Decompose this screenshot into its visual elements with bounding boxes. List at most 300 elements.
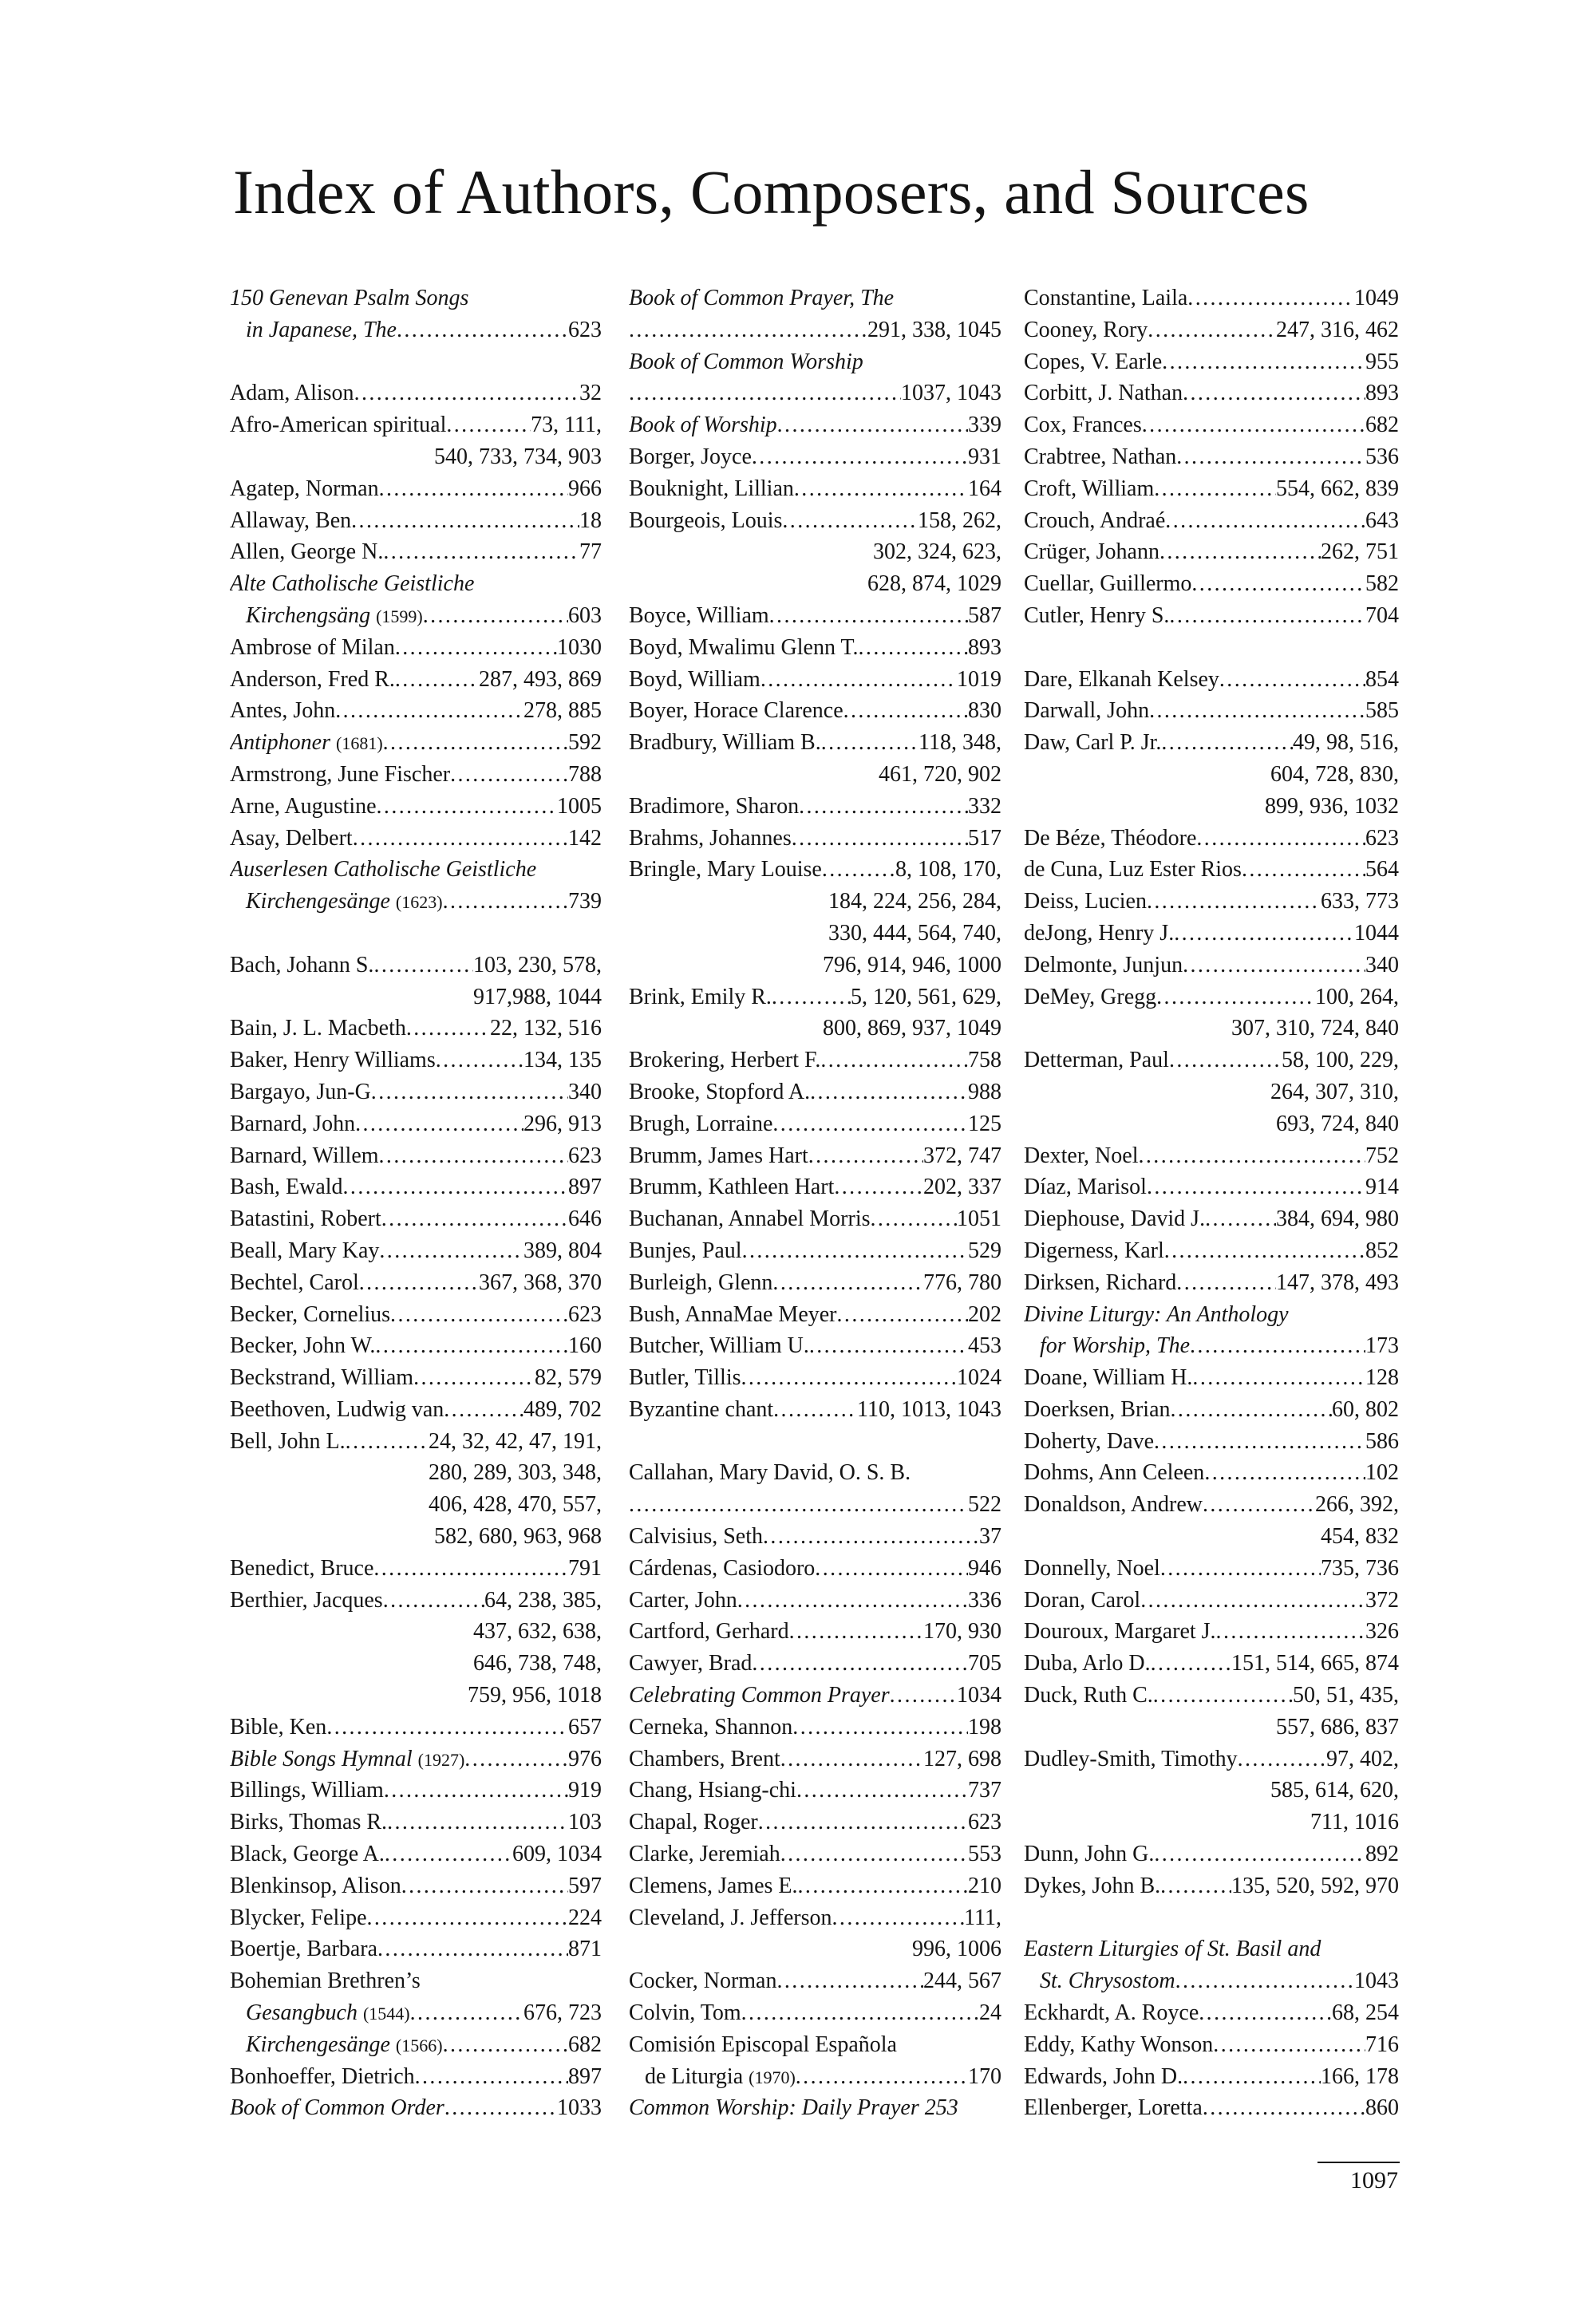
entry-name-text: Bradbury, William B. — [629, 730, 821, 756]
index-entry — [1024, 568, 1399, 600]
entry-name-text: Byzantine chant — [629, 1396, 774, 1422]
index-entry-heading: Bohemian Brethren’s — [230, 1968, 421, 1994]
entry-name-text: Dudley-Smith, Timothy — [1024, 1746, 1238, 1771]
index-entry-heading: Divine Liturgy: An Anthology — [1024, 1301, 1289, 1327]
leader-dots — [446, 409, 531, 441]
leader-dots — [373, 1553, 568, 1585]
entry-name-text: Calvisius, Seth — [629, 1524, 764, 1550]
index-entry — [629, 664, 1001, 696]
entry-name — [1024, 1616, 1216, 1648]
entry-year: (1970) — [749, 2067, 796, 2087]
entry-pages: 931 — [968, 444, 1001, 469]
entry-name — [1024, 1171, 1147, 1203]
index-entry — [1024, 854, 1399, 886]
leader-dots — [351, 505, 579, 537]
leader-dots — [1164, 1235, 1365, 1267]
entry-name — [1024, 664, 1219, 696]
entry-pages: 676, 723 — [523, 2000, 602, 2026]
entry-name-text: Batastini, Robert — [230, 1206, 381, 1232]
entry-pages: 22, 132, 516 — [490, 1016, 602, 1041]
entry-name — [230, 1330, 375, 1362]
entry-pages: 739 — [568, 889, 602, 914]
entry-pages: 82, 579 — [535, 1365, 602, 1391]
index-entry — [230, 1171, 602, 1203]
index-entry-heading: Book of Common Prayer, The — [629, 286, 895, 310]
entry-name — [1024, 2061, 1183, 2093]
index-entry — [629, 1044, 1001, 1076]
index-entry-pages-continued: 585, 614, 620, — [1270, 1778, 1399, 1803]
leader-dots — [1162, 346, 1365, 378]
leader-dots — [737, 1585, 968, 1617]
index-entry — [629, 1108, 1001, 1140]
leader-dots — [444, 1394, 523, 1426]
entry-name — [1024, 1489, 1203, 1521]
leader-dots — [772, 1267, 923, 1299]
leader-dots — [1176, 441, 1365, 473]
entry-year: (1681) — [336, 733, 383, 754]
entry-name-text: Boyd, Mwalimu Glenn T. — [629, 634, 859, 660]
entry-pages: 1024 — [957, 1365, 1001, 1391]
entry-name — [230, 1044, 436, 1076]
leader-dots — [335, 695, 523, 727]
entry-name — [230, 1870, 401, 1902]
entry-pages: 1034 — [957, 1683, 1001, 1708]
entry-pages: 103, 230, 578, — [473, 952, 602, 977]
entry-pages: 372 — [1365, 1587, 1399, 1613]
entry-pages: 173 — [1365, 1333, 1399, 1359]
entry-name — [1024, 314, 1148, 346]
leader-dots — [1171, 1394, 1332, 1426]
entry-year: (1599) — [376, 606, 423, 626]
entry-name — [1024, 1044, 1169, 1076]
entry-name — [1024, 473, 1154, 505]
index-entry — [1024, 314, 1399, 346]
entry-name — [230, 1553, 373, 1585]
index-entry — [1024, 1267, 1399, 1299]
leader-dots — [383, 727, 568, 759]
index-entry — [629, 505, 1001, 537]
leader-dots — [450, 759, 568, 791]
entry-name — [230, 950, 373, 981]
entry-pages: 529 — [968, 1238, 1001, 1263]
entry-name-text: Douroux, Margaret J. — [1024, 1619, 1216, 1645]
entry-pages: 988 — [968, 1079, 1001, 1104]
index-entry — [230, 1585, 602, 1617]
entry-name-text: Brooke, Stopford A. — [629, 1079, 811, 1104]
entry-name-text: Donnelly, Noel — [1024, 1555, 1160, 1581]
entry-name-text: Doherty, Dave — [1024, 1428, 1155, 1454]
entry-name — [629, 1362, 741, 1394]
index-entry — [629, 1585, 1001, 1617]
leader-dots — [395, 664, 479, 696]
entry-pages: 914 — [1365, 1175, 1399, 1200]
index-entry — [230, 886, 602, 918]
index-entry — [1024, 377, 1399, 409]
spacer-line — [230, 346, 602, 378]
entry-pages: 1005 — [557, 793, 602, 819]
entry-name — [629, 1616, 789, 1648]
entry-year: (1544) — [362, 2004, 410, 2024]
leader-dots — [629, 314, 867, 346]
index-entry-heading: Alte Catholische Geistliche — [230, 571, 475, 597]
index-entry — [1024, 1235, 1399, 1267]
entry-name — [230, 791, 377, 823]
leader-dots — [1242, 854, 1365, 886]
entry-pages: 118, 348, — [918, 730, 1001, 756]
entry-pages: 893 — [1365, 381, 1399, 406]
leader-dots — [1161, 727, 1293, 759]
entry-name-text: Bonhoeffer, Dietrich — [230, 2063, 415, 2089]
entry-name-text: Burleigh, Glenn — [629, 1270, 773, 1295]
entry-name — [629, 1585, 737, 1617]
entry-name-text: Bunjes, Paul — [629, 1238, 742, 1263]
index-entry — [230, 695, 602, 727]
entry-name-text: Colvin, Tom — [629, 2000, 741, 2026]
leader-dots — [1165, 505, 1365, 537]
index-entry — [230, 1330, 602, 1362]
entry-name — [1024, 727, 1161, 759]
entry-pages: 592 — [568, 730, 602, 756]
entry-name-text: Chapal, Roger — [629, 1810, 758, 1835]
entry-name-text: Book of Common Order — [230, 2095, 444, 2121]
entry-name — [1024, 918, 1174, 950]
entry-pages: 389, 804 — [523, 1238, 602, 1263]
entry-name-text: Beckstrand, William — [230, 1365, 414, 1391]
index-entry — [230, 1870, 602, 1902]
entry-name — [230, 664, 395, 696]
entry-name-text: Antiphoner — [230, 730, 330, 756]
index-entry-pages-continued: 899, 936, 1032 — [1265, 793, 1399, 819]
entry-name-text: Cerneka, Shannon — [629, 1714, 793, 1739]
entry-name — [230, 1235, 379, 1267]
index-entry-pages-continued: 406, 428, 470, 557, — [429, 1492, 602, 1518]
index-entry — [1024, 1648, 1399, 1680]
leader-dots — [1176, 1267, 1276, 1299]
index-entry — [1024, 1140, 1399, 1172]
entry-name — [1024, 854, 1242, 886]
entry-pages: 340 — [568, 1079, 602, 1104]
entry-name — [1024, 1680, 1153, 1712]
entry-pages: 49, 98, 516, — [1293, 730, 1399, 756]
index-entry — [230, 632, 602, 664]
index-entry-heading: Eastern Liturgies of St. Basil and — [1024, 1937, 1321, 1962]
index-entry — [629, 632, 1001, 664]
entry-name — [1024, 1838, 1154, 1870]
entry-name-text: Book of Worship — [629, 413, 777, 438]
index-entry — [629, 1743, 1001, 1775]
entry-name-text: Bash, Ewald — [230, 1175, 343, 1200]
entry-pages: 103 — [568, 1810, 602, 1835]
index-entry-heading: Callahan, Mary David, O. S. B. — [629, 1460, 911, 1486]
entry-name — [629, 727, 821, 759]
index-column-2 — [629, 282, 1001, 2124]
index-entry — [629, 1616, 1001, 1648]
entry-name-text: Corbitt, J. Nathan — [1024, 381, 1183, 406]
index-entry — [629, 1838, 1001, 1870]
index-entry — [230, 1997, 602, 2029]
entry-pages: 5, 120, 561, 629, — [851, 984, 1001, 1009]
index-entry — [629, 1299, 1001, 1331]
entry-name — [230, 1712, 326, 1743]
entry-pages: 897 — [568, 1175, 602, 1200]
index-entry — [1024, 1362, 1399, 1394]
index-entry — [230, 664, 602, 696]
index-entry-pages-continued: 461, 720, 902 — [879, 761, 1001, 787]
entry-name — [1024, 1553, 1160, 1585]
index-entry — [1024, 1965, 1399, 1997]
index-entry — [629, 1394, 1001, 1426]
leader-dots — [780, 1838, 968, 1870]
index-entry — [1024, 441, 1399, 473]
entry-name — [230, 632, 395, 664]
leader-dots — [379, 1140, 568, 1172]
entry-name — [1024, 505, 1165, 537]
leader-dots — [792, 1712, 968, 1743]
entry-name-text: Doane, William H. — [1024, 1365, 1193, 1391]
index-entry — [1024, 1585, 1399, 1617]
leader-dots — [1149, 695, 1365, 727]
entry-name — [1024, 568, 1191, 600]
index-entry — [629, 695, 1001, 727]
leader-dots — [798, 1870, 968, 1902]
entry-name-text: Afro-American spiritual — [230, 413, 447, 438]
entry-name — [1040, 1965, 1175, 1997]
entry-pages: 58, 100, 229, — [1282, 1048, 1399, 1073]
entry-name — [246, 314, 397, 346]
entry-name-text: Dunn, John G. — [1024, 1842, 1155, 1867]
entry-name-text: Donaldson, Andrew — [1024, 1492, 1203, 1518]
entry-pages: 8, 108, 170, — [895, 857, 1001, 883]
entry-name-text: Becker, Cornelius — [230, 1301, 391, 1327]
entry-pages: 897 — [568, 2063, 602, 2089]
entry-name — [629, 1235, 742, 1267]
entry-pages: 623 — [1365, 825, 1399, 851]
page-number: 1097 — [1350, 2167, 1398, 2194]
index-entry-pages-continued: 540, 733, 734, 903 — [434, 444, 602, 469]
index-entry — [230, 1013, 602, 1044]
index-entry — [1024, 1616, 1399, 1648]
entry-name-text: Clarke, Jeremiah — [629, 1842, 780, 1867]
entry-name — [1024, 1743, 1238, 1775]
leader-dots — [890, 1680, 957, 1712]
entry-name-text: Dexter, Noel — [1024, 1143, 1139, 1168]
entry-name — [1024, 1426, 1154, 1458]
index-entry — [629, 791, 1001, 823]
entry-pages: 716 — [1365, 2032, 1399, 2057]
entry-name-text: Bain, J. L. Macbeth — [230, 1016, 406, 1041]
index-entry — [230, 1712, 602, 1743]
entry-name — [1024, 1203, 1205, 1235]
index-entry — [629, 1902, 1001, 1934]
index-entry — [230, 600, 602, 632]
entry-pages: 623 — [568, 1143, 602, 1168]
index-entry — [1024, 1330, 1399, 1362]
entry-pages: 100, 264, — [1315, 984, 1399, 1009]
entry-name — [1024, 600, 1169, 632]
entry-name-text: Ambrose of Milan — [230, 634, 395, 660]
leader-dots — [834, 1171, 923, 1203]
index-entry-pages-continued: 917,988, 1044 — [473, 984, 602, 1009]
entry-name — [629, 823, 792, 855]
entry-name-text: Blenkinsop, Alison — [230, 1873, 401, 1898]
leader-dots — [1203, 2092, 1365, 2124]
entry-year: (1566) — [395, 2035, 443, 2055]
entry-pages: 164 — [968, 476, 1001, 501]
entry-name — [230, 409, 446, 441]
index-entry — [1024, 2061, 1399, 2093]
index-entry — [629, 1076, 1001, 1108]
leader-dots — [1183, 377, 1365, 409]
index-entry — [230, 1299, 602, 1331]
entry-name-text: Berthier, Jacques — [230, 1587, 383, 1613]
leader-dots — [373, 950, 473, 981]
entry-pages: 384, 694, 980 — [1276, 1206, 1399, 1232]
index-entry — [1024, 1838, 1399, 1870]
entry-name-text: Antes, John — [230, 698, 336, 724]
index-entry — [1024, 918, 1399, 950]
entry-name-text: De Béze, Théodore — [1024, 825, 1197, 851]
entry-pages: 966 — [568, 476, 602, 501]
leader-dots — [443, 2029, 568, 2061]
entry-name — [629, 632, 859, 664]
entry-name — [629, 1712, 792, 1743]
index-entry — [230, 1902, 602, 1934]
entry-name-text: Cocker, Norman — [629, 1968, 777, 1994]
index-entry-pages-continued: 796, 914, 946, 1000 — [823, 952, 1001, 977]
index-entry — [629, 1330, 1001, 1362]
leader-dots — [1238, 1743, 1326, 1775]
index-entry — [230, 2029, 602, 2061]
entry-name-text: Bechtel, Carol — [230, 1270, 359, 1295]
entry-pages: 128 — [1365, 1365, 1399, 1391]
leader-dots — [1187, 282, 1354, 314]
entry-pages: 202 — [968, 1301, 1001, 1327]
entry-pages: 170, 930 — [923, 1619, 1001, 1645]
entry-pages: 50, 51, 435, — [1293, 1683, 1399, 1708]
index-entry — [230, 1140, 602, 1172]
entry-pages: 582 — [1365, 571, 1399, 597]
leader-dots — [371, 1076, 568, 1108]
index-entry — [230, 727, 602, 759]
entry-pages: 158, 262, — [918, 507, 1001, 533]
entry-name-text: Benedict, Bruce — [230, 1555, 374, 1581]
entry-name-text: Ellenberger, Loretta — [1024, 2095, 1203, 2121]
leader-dots — [821, 727, 918, 759]
index-entry — [1024, 1171, 1399, 1203]
index-entry — [1024, 695, 1399, 727]
entry-name — [629, 1997, 741, 2029]
index-entry — [1024, 1457, 1399, 1489]
index-entry — [629, 981, 1001, 1013]
entry-pages: 1037, 1043 — [901, 381, 1001, 406]
index-entry — [230, 1426, 602, 1458]
entry-pages: 32 — [579, 381, 602, 406]
entry-name-text: Black, George A. — [230, 1842, 385, 1867]
entry-name — [629, 1838, 780, 1870]
leader-dots — [385, 1838, 512, 1870]
entry-pages: 1051 — [957, 1206, 1001, 1232]
entry-name — [230, 1299, 390, 1331]
entry-pages: 623 — [568, 317, 602, 342]
index-entry — [629, 823, 1001, 855]
entry-name — [1024, 1394, 1171, 1426]
entry-name-text: Borger, Joyce — [629, 444, 752, 469]
leader-dots — [837, 1299, 968, 1331]
entry-pages: 830 — [968, 698, 1001, 724]
leader-dots — [406, 1013, 490, 1044]
entry-pages: 135, 520, 592, 970 — [1231, 1873, 1399, 1898]
entry-name-text: for Worship, The — [1040, 1333, 1191, 1359]
entry-name-text: Díaz, Marisol — [1024, 1175, 1147, 1200]
entry-name — [246, 600, 423, 632]
index-column-3 — [1024, 282, 1399, 2124]
leader-dots — [1151, 1648, 1231, 1680]
entry-pages: 852 — [1365, 1238, 1399, 1263]
entry-name-text: Gesangbuch — [246, 2000, 358, 2026]
entry-pages: 1033 — [557, 2095, 602, 2121]
entry-name — [629, 1108, 772, 1140]
entry-pages: 367, 368, 370 — [479, 1270, 602, 1295]
entry-pages: 332 — [968, 793, 1001, 819]
entry-name-text: Becker, John W. — [230, 1333, 376, 1359]
entry-name-text: Barnard, John — [230, 1111, 356, 1136]
entry-pages: 705 — [968, 1651, 1001, 1676]
page-number-rule — [1317, 2162, 1400, 2163]
entry-name — [629, 1807, 758, 1838]
index-entry — [1024, 2092, 1399, 2124]
entry-name-text: Bush, AnnaMae Meyer — [629, 1301, 837, 1327]
index-entry — [230, 473, 602, 505]
entry-name — [629, 1553, 815, 1585]
leader-dots — [843, 695, 968, 727]
entry-name-text: Brokering, Herbert F. — [629, 1048, 821, 1073]
index-entry — [230, 759, 602, 791]
index-entry — [230, 1076, 602, 1108]
leader-dots — [777, 1965, 924, 1997]
index-entry — [629, 1521, 1001, 1553]
entry-name — [1024, 441, 1176, 473]
index-entry — [629, 1712, 1001, 1743]
entry-name — [1024, 536, 1159, 568]
index-entry-pages-continued: 582, 680, 963, 968 — [434, 1524, 602, 1550]
entry-name — [1024, 981, 1156, 1013]
entry-name-text: Doerksen, Brian — [1024, 1396, 1171, 1422]
leader-dots — [752, 1648, 968, 1680]
entry-pages: 60, 802 — [1332, 1396, 1399, 1422]
entry-pages: 18 — [579, 507, 602, 533]
entry-name-text: Constantine, Laila — [1024, 286, 1188, 310]
leader-dots — [1199, 1997, 1332, 2029]
leader-dots — [395, 632, 557, 664]
leader-dots — [859, 632, 968, 664]
entry-name — [629, 791, 799, 823]
entry-name-text: Billings, William — [230, 1778, 384, 1803]
entry-pages: 372, 747 — [923, 1143, 1001, 1168]
entry-pages: 919 — [568, 1778, 602, 1803]
entry-name-text: Eddy, Kathy Wonson — [1024, 2032, 1214, 2057]
index-entry-pages-continued: 184, 224, 256, 284, — [828, 889, 1001, 914]
entry-name-text: Adam, Alison — [230, 381, 354, 406]
entry-name — [629, 981, 772, 1013]
index-entry — [629, 314, 1001, 346]
entry-name-text: Butler, Tillis — [629, 1365, 741, 1391]
entry-name-text: Darwall, John — [1024, 698, 1150, 724]
entry-name — [230, 2092, 444, 2124]
index-entry — [1024, 346, 1399, 378]
index-entry — [629, 1807, 1001, 1838]
index-entry — [230, 409, 602, 441]
entry-name — [230, 1902, 367, 1934]
